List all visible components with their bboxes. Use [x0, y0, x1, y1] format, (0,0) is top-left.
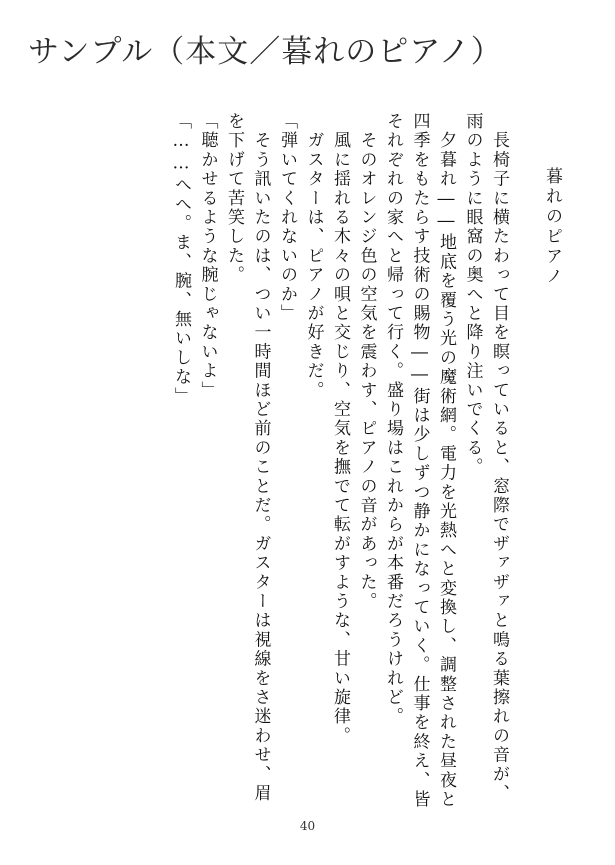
body-line: 夕暮れ――地底を覆う光の魔術網。電力を光熱へと変換し、調整された昼夜と — [436, 112, 456, 810]
dialogue-line: 「弾いてくれないのか」 — [277, 112, 297, 324]
page-number: 40 — [299, 819, 316, 833]
body-line: そのオレンジ色の空気を震わす、ピアノの音があった。 — [356, 112, 377, 612]
page-header: サンプル（本文／暮れのピアノ） — [28, 34, 503, 70]
dialogue-line: 「……へへ。ま、腕、無いしな」 — [171, 112, 191, 406]
body-line: それぞれの家へと帰って行く。盛り場はこれからが本番だろうけれど。 — [383, 112, 403, 727]
story-body — [70, 112, 565, 810]
body-line: そう訊いたのは、つい一時間ほど前のことだ。ガスターは視線をさ迷わせ、眉 — [250, 112, 271, 804]
story-title: 暮れのピアノ — [542, 167, 562, 287]
body-line: を下げて苦笑した。 — [224, 112, 244, 285]
body-line: 四季をもたらす技術の賜物――街は少しずつ静かになっていく。仕事を終え、皆 — [409, 112, 430, 810]
dialogue-line: 「聴かせるような腕じゃないよ」 — [197, 112, 218, 400]
body-line: 風に揺れる木々の唄と交じり、空気を撫でて転がすような、甘い旋律。 — [330, 112, 350, 746]
body-line: 長椅子に横たわって目を瞑っていると、窓際でザァザァと鳴る葉擦れの音が、 — [489, 112, 509, 804]
body-line: ガスターは、ピアノが好きだ。 — [303, 112, 324, 400]
title-spacer — [512, 112, 539, 802]
body-line: 雨のように眼窩の奥へと降り注いでくる。 — [462, 112, 483, 477]
